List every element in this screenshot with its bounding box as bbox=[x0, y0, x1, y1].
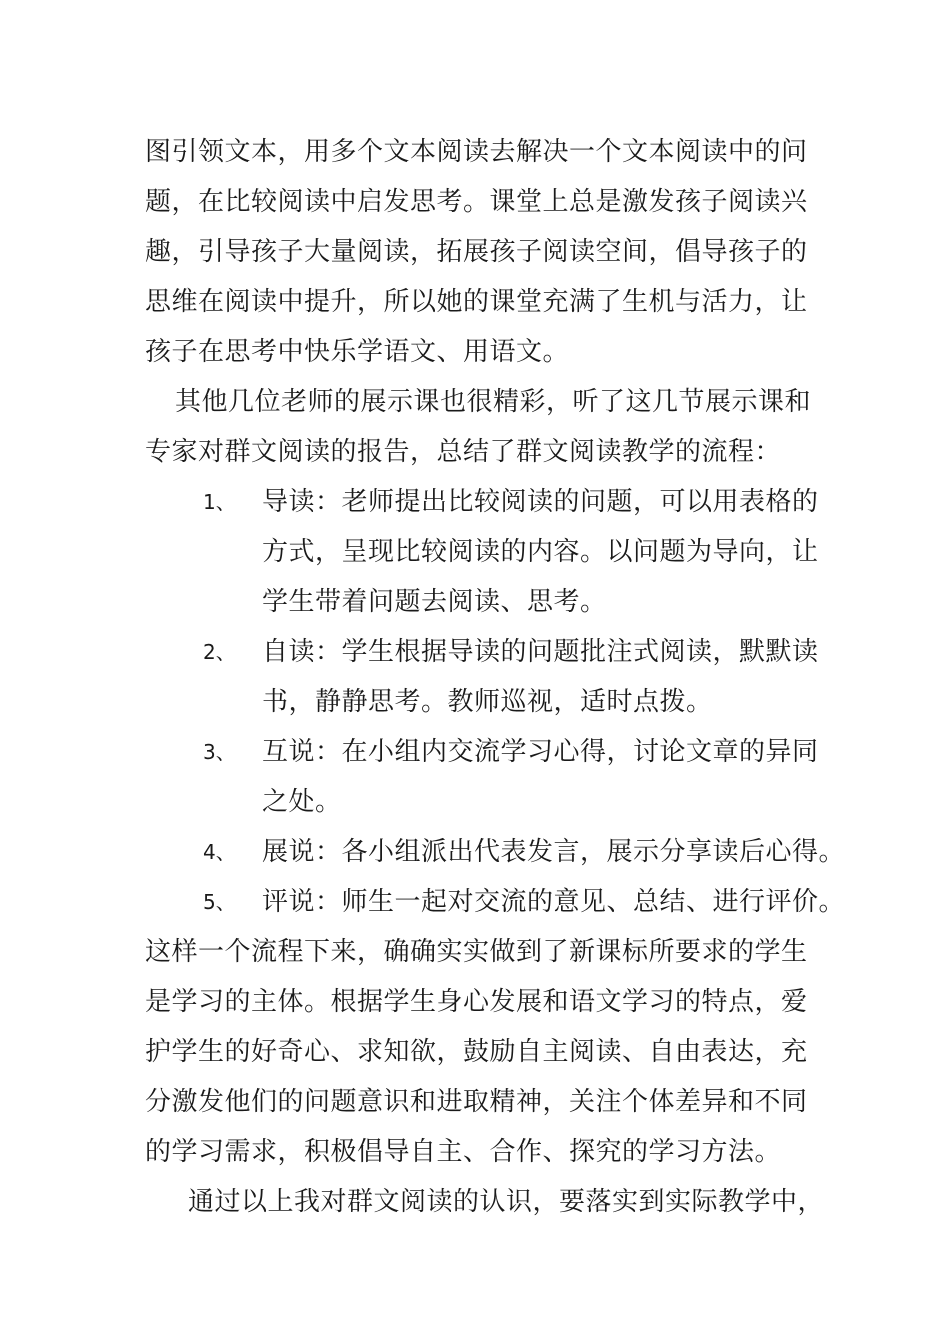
paragraph3-line-5: 的学习需求，积极倡导自主、合作、探究的学习方法。 bbox=[145, 1137, 782, 1167]
paragraph1-line-4: 思维在阅读中提升，所以她的课堂充满了生机与活力，让 bbox=[145, 287, 808, 317]
step-1-number: 1、 bbox=[203, 490, 236, 514]
paragraph3-line-1: 这样一个流程下来，确确实实做到了新课标所要求的学生 bbox=[145, 937, 808, 967]
step-4-line-1: 展说：各小组派出代表发言，展示分享读后心得。 bbox=[262, 837, 846, 867]
step-2-line-2: 书，静静思考。教师巡视，适时点拨。 bbox=[262, 687, 713, 717]
step-3-number: 3、 bbox=[203, 740, 236, 764]
step-2-line-1: 自读：学生根据导读的问题批注式阅读，默默读 bbox=[262, 637, 819, 667]
paragraph3-line-3: 护学生的好奇心、求知欲，鼓励自主阅读、自由表达，充 bbox=[145, 1037, 808, 1067]
step-4-number: 4、 bbox=[203, 840, 236, 864]
step-5-number: 5、 bbox=[203, 890, 236, 914]
step-5-line-1: 评说：师生一起对交流的意见、总结、进行评价。 bbox=[262, 887, 846, 917]
paragraph3-line-4: 分激发他们的问题意识和进取精神，关注个体差异和不同 bbox=[145, 1087, 808, 1117]
paragraph1-line-2: 题，在比较阅读中启发思考。课堂上总是激发孩子阅读兴 bbox=[145, 187, 808, 217]
paragraph2-line-2: 专家对群文阅读的报告，总结了群文阅读教学的流程： bbox=[145, 437, 782, 467]
paragraph4-line-1: 通过以上我对群文阅读的认识，要落实到实际教学中， bbox=[188, 1187, 825, 1217]
paragraph1-line-1: 图引领文本，用多个文本阅读去解决一个文本阅读中的问 bbox=[145, 137, 808, 167]
paragraph1-line-3: 趣，引导孩子大量阅读，拓展孩子阅读空间，倡导孩子的 bbox=[145, 237, 808, 267]
paragraph3-line-2: 是学习的主体。根据学生身心发展和语文学习的特点，爱 bbox=[145, 987, 808, 1017]
step-1-line-3: 学生带着问题去阅读、思考。 bbox=[262, 587, 607, 617]
step-2-number: 2、 bbox=[203, 640, 236, 664]
paragraph2-line-1: 其他几位老师的展示课也很精彩，听了这几节展示课和 bbox=[175, 387, 812, 417]
step-1-line-2: 方式，呈现比较阅读的内容。以问题为导向，让 bbox=[262, 537, 819, 567]
paragraph1-line-5: 孩子在思考中快乐学语文、用语文。 bbox=[145, 337, 570, 367]
step-1-line-1: 导读：老师提出比较阅读的问题，可以用表格的 bbox=[262, 487, 819, 517]
step-3-line-2: 之处。 bbox=[262, 787, 342, 817]
step-3-line-1: 互说：在小组内交流学习心得，讨论文章的异同 bbox=[262, 737, 819, 767]
